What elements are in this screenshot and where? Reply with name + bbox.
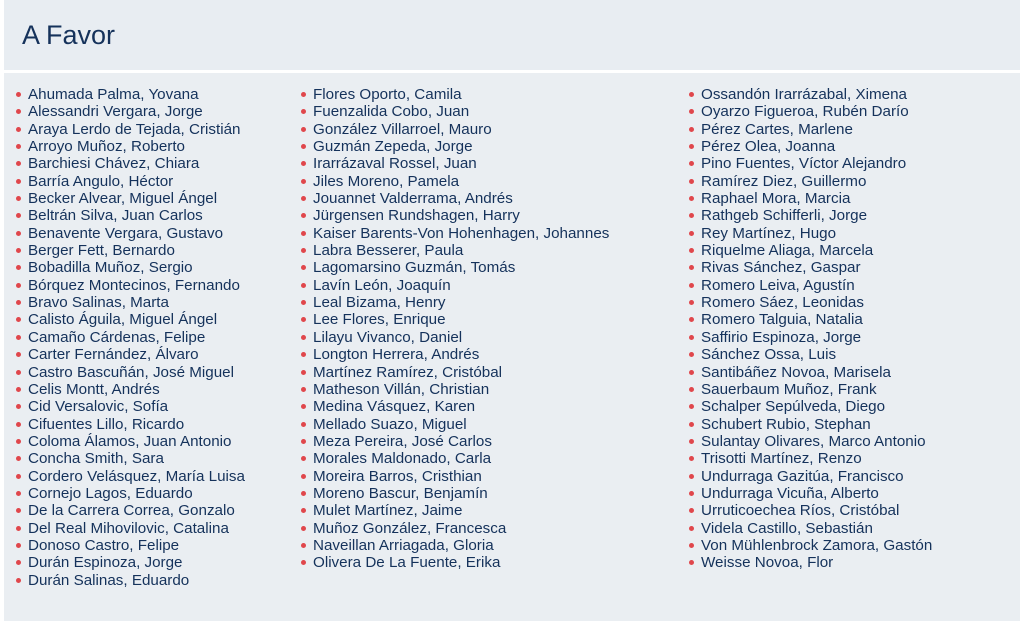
bullet-icon — [301, 161, 306, 166]
member-name: Raphael Mora, Marcia — [701, 190, 851, 208]
bullet-icon — [301, 404, 306, 409]
member-name: Labra Besserer, Paula — [313, 242, 464, 260]
bullet-icon — [16, 144, 21, 149]
bullet-icon — [301, 491, 306, 496]
list-item — [297, 190, 609, 207]
bullet-icon — [16, 213, 21, 218]
member-name: Trisotti Martínez, Renzo — [701, 450, 862, 468]
member-name: Morales Maldonado, Carla — [313, 450, 492, 468]
member-name: Cifuentes Lillo, Ricardo — [28, 415, 185, 433]
list-item — [12, 450, 245, 467]
member-name: Schalper Sepúlveda, Diego — [701, 398, 886, 416]
member-name: Durán Salinas, Eduardo — [28, 571, 190, 589]
member-name: Jouannet Valderrama, Andrés — [313, 190, 513, 208]
list-item — [12, 173, 245, 190]
bullet-icon — [16, 127, 21, 132]
member-name: Concha Smith, Sara — [28, 450, 164, 468]
bullet-icon — [16, 508, 21, 513]
member-name: Santibáñez Novoa, Marisela — [701, 363, 891, 381]
member-name: Bórquez Montecinos, Fernando — [28, 276, 240, 294]
member-name: Sauerbaum Muñoz, Frank — [701, 380, 877, 398]
page-title: A Favor — [22, 20, 116, 50]
list-item — [12, 381, 245, 398]
bullet-icon — [301, 439, 306, 444]
bullet-icon — [689, 127, 694, 132]
bullet-icon — [301, 109, 306, 114]
member-name: Coloma Álamos, Juan Antonio — [28, 432, 232, 450]
list-item — [12, 398, 245, 415]
list-item — [297, 207, 609, 224]
list-item — [685, 259, 932, 276]
bullet-icon — [301, 317, 306, 322]
member-name: Urruticoechea Ríos, Cristóbal — [701, 502, 900, 520]
list-item — [297, 103, 609, 120]
list-item — [297, 381, 609, 398]
bullet-icon — [16, 317, 21, 322]
bullet-icon — [16, 109, 21, 114]
member-name: Undurraga Vicuña, Alberto — [701, 484, 879, 502]
list-item — [297, 155, 609, 172]
list-item — [297, 537, 609, 554]
bullet-icon — [16, 335, 21, 340]
bullet-icon — [16, 422, 21, 427]
bullet-icon — [689, 335, 694, 340]
bullet-icon — [16, 352, 21, 357]
list-item — [685, 277, 932, 294]
member-name: Oyarzo Figueroa, Rubén Darío — [701, 103, 909, 121]
bullet-icon — [689, 526, 694, 531]
list-item — [685, 346, 932, 363]
list-item — [685, 311, 932, 328]
member-name: De la Carrera Correa, Gonzalo — [28, 502, 235, 520]
member-name: Castro Bascuñán, José Miguel — [28, 363, 234, 381]
list-item — [12, 364, 245, 381]
bullet-icon — [689, 543, 694, 548]
list-item — [297, 311, 609, 328]
bullet-icon — [689, 508, 694, 513]
list-item — [12, 207, 245, 224]
member-name: Lilayu Vivanco, Daniel — [313, 328, 463, 346]
member-name: Moreira Barros, Cristhian — [313, 467, 482, 485]
member-name: Naveillan Arriagada, Gloria — [313, 536, 494, 554]
member-name: Weisse Novoa, Flor — [701, 554, 834, 572]
member-name: Lavín León, Joaquín — [313, 276, 451, 294]
list-item — [12, 537, 245, 554]
member-name: Becker Alvear, Miguel Ángel — [28, 190, 218, 208]
bullet-icon — [301, 92, 306, 97]
member-name: González Villarroel, Mauro — [313, 120, 492, 138]
bullet-icon — [16, 491, 21, 496]
list-item — [685, 86, 932, 103]
list-item — [12, 468, 245, 485]
bullet-icon — [301, 526, 306, 531]
list-item — [685, 225, 932, 242]
member-name: Ahumada Palma, Yovana — [28, 86, 199, 103]
bullet-icon — [689, 387, 694, 392]
member-name: Celis Montt, Andrés — [28, 380, 160, 398]
list-item — [297, 86, 609, 103]
list-item — [685, 207, 932, 224]
list-item — [297, 173, 609, 190]
list-item — [297, 416, 609, 433]
member-name: Leal Bizama, Henry — [313, 294, 446, 312]
list-item — [297, 138, 609, 155]
bullet-icon — [301, 456, 306, 461]
list-item — [297, 225, 609, 242]
member-name: Muñoz González, Francesca — [313, 519, 507, 537]
bullet-icon — [689, 300, 694, 305]
member-name: Barría Angulo, Héctor — [28, 172, 174, 190]
list-item — [12, 86, 245, 103]
list-item — [685, 416, 932, 433]
bullet-icon — [301, 248, 306, 253]
list-item — [297, 398, 609, 415]
list-item — [685, 485, 932, 502]
member-name: Romero Talguia, Natalia — [701, 311, 863, 329]
title-bar — [4, 0, 1020, 70]
list-item — [297, 259, 609, 276]
member-name: Beltrán Silva, Juan Carlos — [28, 207, 203, 225]
member-name: Riquelme Aliaga, Marcela — [701, 242, 874, 260]
bullet-icon — [689, 179, 694, 184]
bullet-icon — [689, 213, 694, 218]
member-name: Jiles Moreno, Pamela — [313, 172, 460, 190]
member-name: Videla Castillo, Sebastián — [701, 519, 873, 537]
list-item — [685, 537, 932, 554]
bullet-icon — [301, 335, 306, 340]
bullet-icon — [689, 248, 694, 253]
member-name: Calisto Águila, Miguel Ángel — [28, 311, 218, 329]
bullet-icon — [301, 265, 306, 270]
bullet-icon — [301, 231, 306, 236]
member-name: Carter Fernández, Álvaro — [28, 346, 199, 364]
list-item — [685, 155, 932, 172]
bullet-icon — [689, 231, 694, 236]
member-name: Longton Herrera, Andrés — [313, 346, 480, 364]
bullet-icon — [301, 300, 306, 305]
list-item — [12, 311, 245, 328]
bullet-icon — [689, 439, 694, 444]
list-item — [297, 277, 609, 294]
member-name: Martínez Ramírez, Cristóbal — [313, 363, 503, 381]
list-item — [685, 121, 932, 138]
member-name: Ramírez Diez, Guillermo — [701, 172, 867, 190]
list-item — [12, 346, 245, 363]
bullet-icon — [689, 92, 694, 97]
member-name: Araya Lerdo de Tejada, Cristián — [28, 120, 241, 138]
list-item — [12, 485, 245, 502]
member-name: Del Real Mihovilovic, Catalina — [28, 519, 229, 537]
list-item — [12, 121, 245, 138]
list-item — [12, 520, 245, 537]
list-item — [685, 450, 932, 467]
member-name: Camaño Cárdenas, Felipe — [28, 328, 206, 346]
bullet-icon — [16, 161, 21, 166]
bullet-icon — [689, 456, 694, 461]
bullet-icon — [16, 300, 21, 305]
member-name: Berger Fett, Bernardo — [28, 242, 175, 260]
bullet-icon — [689, 352, 694, 357]
member-name: Sulantay Olivares, Marco Antonio — [701, 432, 926, 450]
list-item — [12, 242, 245, 259]
list-item — [12, 329, 245, 346]
bullet-icon — [16, 560, 21, 565]
list-item — [12, 433, 245, 450]
list-item — [12, 502, 245, 519]
bullet-icon — [301, 127, 306, 132]
bullet-icon — [689, 317, 694, 322]
member-name: Saffirio Espinoza, Jorge — [701, 328, 862, 346]
list-item — [685, 173, 932, 190]
bullet-icon — [16, 196, 21, 201]
bullet-icon — [16, 248, 21, 253]
bullet-icon — [689, 283, 694, 288]
bullet-icon — [301, 213, 306, 218]
member-name: Bobadilla Muñoz, Sergio — [28, 259, 193, 277]
member-name: Pérez Cartes, Marlene — [701, 120, 853, 138]
bullet-icon — [16, 265, 21, 270]
member-name: Benavente Vergara, Gustavo — [28, 224, 224, 242]
bullet-icon — [16, 439, 21, 444]
bullet-icon — [301, 283, 306, 288]
member-name: Mulet Martínez, Jaime — [313, 502, 463, 520]
bullet-icon — [301, 179, 306, 184]
member-name: Meza Pereira, José Carlos — [313, 432, 492, 450]
list-item — [685, 103, 932, 120]
member-name: Rey Martínez, Hugo — [701, 224, 837, 242]
member-name: Mellado Suazo, Miguel — [313, 415, 467, 433]
list-item — [12, 554, 245, 571]
member-name: Olivera De La Fuente, Erika — [313, 554, 501, 572]
member-name: Alessandri Vergara, Jorge — [28, 103, 203, 121]
member-name: Romero Sáez, Leonidas — [701, 294, 864, 312]
bullet-icon — [16, 92, 21, 97]
list-item — [685, 329, 932, 346]
member-name: Sánchez Ossa, Luis — [701, 346, 837, 364]
member-name: Matheson Villán, Christian — [313, 380, 490, 398]
member-name: Pérez Olea, Joanna — [701, 138, 836, 156]
list-item — [297, 433, 609, 450]
list-item — [12, 572, 245, 589]
list-item — [12, 416, 245, 433]
list-item — [297, 502, 609, 519]
list-item — [12, 138, 245, 155]
member-name: Pino Fuentes, Víctor Alejandro — [701, 155, 907, 173]
list-item — [297, 294, 609, 311]
bullet-icon — [301, 352, 306, 357]
list-item — [12, 103, 245, 120]
list-item — [685, 138, 932, 155]
bullet-icon — [16, 404, 21, 409]
member-name: Fuenzalida Cobo, Juan — [313, 103, 470, 121]
bullet-icon — [16, 387, 21, 392]
name-list-column-3 — [685, 86, 932, 572]
member-name: Cornejo Lagos, Eduardo — [28, 484, 193, 502]
bullet-icon — [16, 179, 21, 184]
bullet-icon — [689, 422, 694, 427]
name-list-column-1 — [12, 86, 245, 589]
list-item — [297, 346, 609, 363]
member-name: Romero Leiva, Agustín — [701, 276, 855, 294]
list-item — [297, 364, 609, 381]
member-name: Ossandón Irarrázabal, Ximena — [701, 86, 907, 103]
bullet-icon — [689, 144, 694, 149]
member-name: Arroyo Muñoz, Roberto — [28, 138, 186, 156]
list-item — [685, 190, 932, 207]
list-item — [685, 294, 932, 311]
bullet-icon — [301, 387, 306, 392]
list-item — [297, 554, 609, 571]
list-item — [685, 433, 932, 450]
list-item — [297, 485, 609, 502]
list-item — [685, 554, 932, 571]
member-name: Kaiser Barents-Von Hohenhagen, Johannes — [313, 224, 610, 242]
bullet-icon — [16, 370, 21, 375]
member-name: Bravo Salinas, Marta — [28, 294, 169, 312]
member-name: Von Mühlenbrock Zamora, Gastón — [701, 536, 933, 554]
list-item — [297, 242, 609, 259]
bullet-icon — [689, 161, 694, 166]
list-item — [685, 468, 932, 485]
list-item — [685, 502, 932, 519]
list-item — [12, 190, 245, 207]
bullet-icon — [689, 370, 694, 375]
bullet-icon — [16, 283, 21, 288]
list-item — [685, 381, 932, 398]
bullet-icon — [301, 422, 306, 427]
bullet-icon — [16, 526, 21, 531]
bullet-icon — [689, 560, 694, 565]
member-name: Donoso Castro, Felipe — [28, 536, 180, 554]
bullet-icon — [301, 508, 306, 513]
bullet-icon — [301, 196, 306, 201]
list-item — [12, 225, 245, 242]
member-name: Medina Vásquez, Karen — [313, 398, 476, 416]
list-item — [685, 520, 932, 537]
bullet-icon — [689, 404, 694, 409]
bullet-icon — [16, 231, 21, 236]
list-item — [12, 155, 245, 172]
member-name: Durán Espinoza, Jorge — [28, 554, 183, 572]
list-item — [685, 398, 932, 415]
member-name: Guzmán Zepeda, Jorge — [313, 138, 473, 156]
list-item — [12, 294, 245, 311]
member-name: Rathgeb Schifferli, Jorge — [701, 207, 868, 225]
bullet-icon — [689, 196, 694, 201]
member-name: Schubert Rubio, Stephan — [701, 415, 871, 433]
bullet-icon — [16, 456, 21, 461]
bullet-icon — [689, 265, 694, 270]
bullet-icon — [301, 144, 306, 149]
member-name: Undurraga Gazitúa, Francisco — [701, 467, 904, 485]
list-item — [685, 364, 932, 381]
list-item — [297, 520, 609, 537]
member-name: Lagomarsino Guzmán, Tomás — [313, 259, 516, 277]
list-item — [12, 259, 245, 276]
bullet-icon — [16, 578, 21, 583]
list-item — [297, 121, 609, 138]
divider — [4, 70, 1020, 73]
bullet-icon — [16, 474, 21, 479]
bullet-icon — [301, 543, 306, 548]
bullet-icon — [301, 474, 306, 479]
member-name: Moreno Bascur, Benjamín — [313, 484, 488, 502]
member-name: Cid Versalovic, Sofía — [28, 398, 169, 416]
list-item — [12, 277, 245, 294]
vote-panel — [4, 0, 1020, 621]
member-name: Barchiesi Chávez, Chiara — [28, 155, 200, 173]
list-item — [685, 242, 932, 259]
name-list-column-2 — [297, 86, 609, 572]
list-item — [297, 329, 609, 346]
member-name: Rivas Sánchez, Gaspar — [701, 259, 861, 277]
bullet-icon — [689, 109, 694, 114]
bullet-icon — [16, 543, 21, 548]
member-name: Lee Flores, Enrique — [313, 311, 446, 329]
bullet-icon — [689, 491, 694, 496]
list-item — [297, 450, 609, 467]
bullet-icon — [689, 474, 694, 479]
member-name: Irarrázaval Rossel, Juan — [313, 155, 477, 173]
list-item — [297, 468, 609, 485]
member-name: Jürgensen Rundshagen, Harry — [313, 207, 520, 225]
bullet-icon — [301, 560, 306, 565]
member-name: Flores Oporto, Camila — [313, 86, 462, 103]
bullet-icon — [301, 370, 306, 375]
member-name: Cordero Velásquez, María Luisa — [28, 467, 245, 485]
